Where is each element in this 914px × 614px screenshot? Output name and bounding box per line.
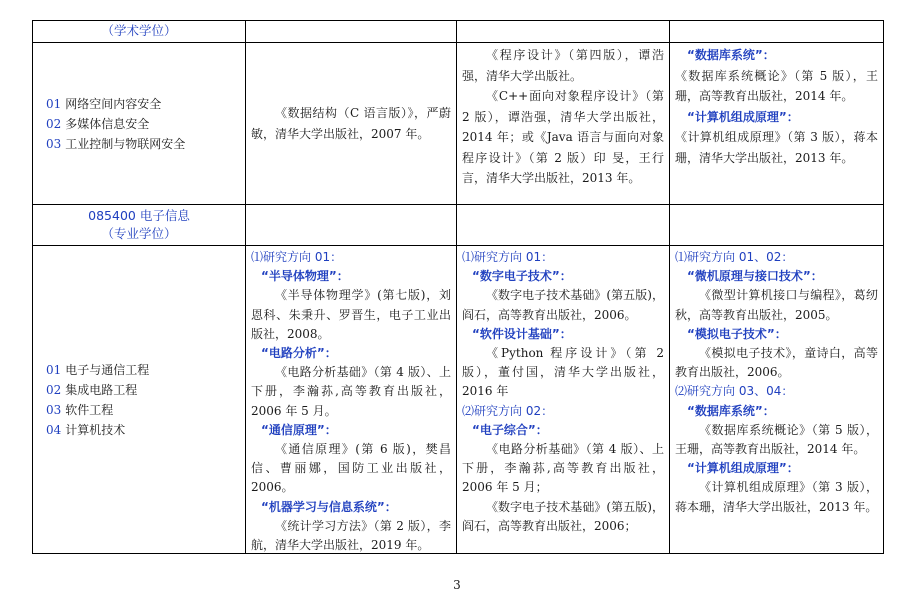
degree-type: （专业学位） — [101, 226, 177, 241]
empty-cell — [670, 205, 884, 246]
major-name: 软件工程 — [65, 402, 114, 417]
reference-text: 《通信原理》(第 6 版)，樊昌信、曹丽娜，国防工业出版社，2006。 — [251, 442, 451, 495]
reference-text: 《统计学习方法》（第 2 版），李航，清华大学出版社，2019 年。 — [251, 518, 451, 553]
major-number: 03 — [46, 136, 62, 151]
subject-heading: “模拟电子技术”： — [687, 326, 787, 341]
subject-heading: “数据库系统”： — [687, 48, 775, 62]
reference-text: 《电路分析基础》（第 4 版）、上下册，李瀚荪,高等教育出版社，2006 年 5 月。 — [251, 365, 451, 418]
reference-text: 《Python 程序设计》（第 2 版），董付国，清华大学出版社，2016 年 — [462, 346, 664, 399]
reference-text: 《数字电子技术基础》(第五版)，阎石，高等教育出版社，2006； — [462, 499, 664, 533]
subject-heading: “电子综合”： — [472, 422, 548, 437]
reference-text: 《电路分析基础》（第 4 版）、上下册，李瀚荪,高等教育出版社，2006 年 5 月； — [462, 442, 664, 495]
subject-heading: “数字电子技术”： — [472, 269, 572, 284]
reference-text: 《数字电子技术基础》(第五版)，阎石，高等教育出版社，2006。 — [462, 288, 664, 322]
page-number: 3 — [453, 578, 461, 592]
reference-text: 《数据库系统概论》（第 5 版），王珊，高等教育出版社，2014 年。 — [675, 68, 878, 103]
reference-text: 《程序设计》（第四版），谭浩强，清华大学出版社。 — [462, 48, 664, 83]
list-item — [46, 114, 240, 134]
subject-heading: “电路分析”： — [261, 346, 337, 361]
subject-heading: “计算机组成原理”： — [687, 109, 799, 124]
table-row-academic — [33, 21, 884, 43]
empty-cell — [246, 205, 457, 246]
reference-cell — [246, 246, 457, 554]
major-name: 计算机技术 — [65, 422, 126, 437]
research-direction: ⑴研究方向 01： — [462, 250, 554, 264]
program-code: 085400 电子信息 — [88, 208, 190, 223]
reference-text: 《计算机组成原理》（第 3 版），蒋本珊，清华大学出版社，2013 年。 — [675, 130, 878, 165]
reference-cell — [670, 43, 884, 205]
major-name: 工业控制与物联网安全 — [65, 136, 186, 151]
major-name: 集成电路工程 — [65, 382, 138, 397]
major-number: 01 — [46, 362, 62, 377]
major-name: 网络空间内容安全 — [65, 96, 162, 111]
reference-cell — [670, 246, 884, 554]
list-item — [46, 380, 240, 400]
major-list-cell — [33, 246, 246, 554]
subject-heading: “半导体物理”： — [261, 269, 349, 284]
reference-text: 《模拟电子技术》，童诗白，高等教育出版社，2006。 — [675, 346, 878, 380]
table-row-ei — [33, 246, 884, 554]
major-list-cell — [33, 43, 246, 205]
reference-text: 《数据结构（C 语言版）》，严蔚敏，清华大学出版社，2007 年。 — [251, 106, 451, 141]
research-direction: ⑵研究方向 02： — [462, 403, 554, 418]
major-list — [38, 248, 240, 551]
reference-text: 《半导体物理学》(第七版)，刘恩科、朱秉升、罗晋生，电子工业出版社，2008。 — [251, 288, 451, 341]
subject-heading: “通信原理”： — [261, 422, 337, 437]
subject-heading: “机器学习与信息系统”： — [261, 499, 397, 514]
reference-cell — [246, 43, 457, 205]
major-number: 04 — [46, 422, 62, 437]
list-item — [46, 420, 240, 440]
major-number: 03 — [46, 402, 62, 417]
empty-cell — [670, 21, 884, 43]
major-list — [38, 45, 240, 202]
list-item — [46, 94, 240, 114]
reference-cell — [457, 43, 670, 205]
reference-text: 《C++面向对象程序设计》（第 2 版），谭浩强，清华大学出版社，2014 年；或《Java 语言与面向对象程序设计》（第 2 版）印 旻，王行言，清华大学出版社，2013 年。 — [462, 89, 664, 185]
major-name: 多媒体信息安全 — [65, 116, 150, 131]
research-direction: ⑴研究方向 01、02： — [675, 250, 794, 264]
subject-heading: “数据库系统”： — [687, 403, 775, 418]
empty-cell — [457, 21, 670, 43]
reference-table — [32, 20, 884, 554]
reference-text: 《数据库系统概论》（第 5 版），王珊，高等教育出版社，2014 年。 — [675, 422, 878, 457]
reference-cell — [457, 246, 670, 554]
degree-type-cell: （学术学位） — [33, 21, 246, 43]
major-number: 01 — [46, 96, 62, 111]
reference-text: 《计算机组成原理》（第 3 版），蒋本珊，清华大学出版社，2013 年。 — [675, 480, 878, 514]
major-number: 02 — [46, 116, 62, 131]
empty-cell — [457, 205, 670, 246]
list-item — [46, 400, 240, 420]
list-item — [46, 134, 240, 154]
degree-header-cell — [33, 205, 246, 246]
table-row-ei-header — [33, 205, 884, 246]
subject-heading: “软件设计基础”： — [472, 326, 572, 341]
reference-text: 《微型计算机接口与编程》，葛纫秋，高等教育出版社，2005。 — [675, 288, 878, 322]
research-direction: ⑴研究方向 01： — [251, 250, 343, 264]
major-name: 电子与通信工程 — [65, 362, 150, 377]
list-item — [46, 360, 240, 380]
subject-heading: “计算机组成原理”： — [687, 461, 799, 476]
subject-heading: “微机原理与接口技术”： — [687, 269, 823, 284]
empty-cell — [246, 21, 457, 43]
major-number: 02 — [46, 382, 62, 397]
research-direction: ⑵研究方向 03、04： — [675, 384, 794, 399]
table-row-cyber — [33, 43, 884, 205]
